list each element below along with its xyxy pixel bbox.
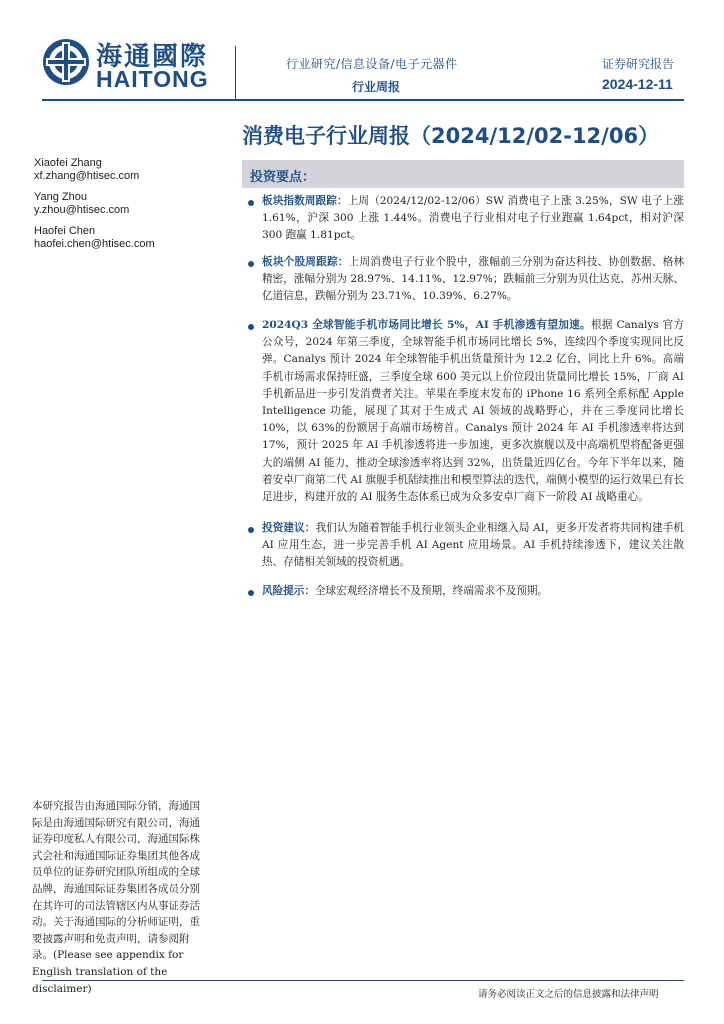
analyst-2 — [34, 191, 129, 217]
analyst-1 — [34, 157, 139, 183]
summary-item-label: 投资建议： — [262, 522, 316, 534]
summary-item-risk — [262, 583, 684, 600]
disclaimer-text: 本研究报告由海通国际分销，海通国际是由海通国际研究有限公司，海通证券印度私人有限公司，海通国际株式会社和海通国际证券集团其他各成员单位的证券研究团队所组成的全球品牌，海通国际证券集团各成员分别在其许可的司法管辖区内从事证券活动。关于海通国际的分析师证明，重要披露声明和免责声明，请参阅附录。(Please see appendix for English translation of the disclaimer) — [32, 800, 200, 995]
summary-item-advice — [262, 520, 684, 572]
bullet-icon — [248, 527, 254, 533]
bullet-icon — [248, 261, 254, 267]
logo-chinese-name: 海通國際 — [96, 42, 209, 72]
summary-item-text: 根据 Canalys 官方公众号，2024 年第三季度，全球智能手机市场同比增长 5%，连续四个季度实现同比反弹。Canalys 预计 2024 年全球智能手机出货量预计为 12.2 亿台，同比上升 6%。高端手机市场需求保持旺盛，三季度全球 600 美元以上价位段出货量同比增长 15%，厂商 AI 手机新品进一步引发消费者关注。苹果在季度末发布的 iPhone 16 系列全系标配 Apple Intelligence 功能，展现了其对于生成式 AI 领域的战略野心，并在三季度同比增长 10%，以 63%的份额居于高端市场榜首。Canalys 预计 2024 年 AI 手机渗透率将达到 17%，预计 2025 年 AI 手机渗透将进一步加速，更多次旗舰以及中高端机型将配备更强大的端侧 AI 能力，推动全球渗透率将达到 32%，出货量近四亿台。今年下半年以来，随着安卓厂商第二代 AI 旗舰手机陆续推出和模型算法的迭代，端侧小模型的运行效果已有长足进步，构建开放的 AI 服务生态体系已成为众多安卓厂商下一阶段 AI 战略重心。 — [262, 319, 684, 504]
analyst-name: Haofei Chen — [34, 225, 96, 237]
analyst-3 — [34, 225, 155, 251]
haitong-logo-icon — [42, 38, 90, 86]
summary-heading-bar — [242, 160, 684, 188]
analyst-email[interactable]: y.zhou@htisec.com — [34, 204, 130, 216]
bullet-icon — [248, 324, 254, 330]
bullet-icon — [248, 200, 254, 206]
summary-item-text: 全球宏观经济增长不及预期，终端需求不及预期。 — [314, 585, 549, 597]
footer-rule — [42, 980, 684, 981]
summary-item-text: 我们认为随着智能手机行业领头企业相继入局 AI，更多开发者将共同构建手机 AI 应用生态，进一步完善手机 AI Agent 应用场景。AI 手机持续渗透下，建议关注散热、存储相关领域的投资机遇。 — [262, 522, 685, 569]
summary-item-index — [262, 193, 684, 245]
report-category: 行业研究/信息设备/电子元器件 — [286, 57, 458, 71]
analyst-name: Yang Zhou — [34, 191, 88, 203]
analyst-name: Xiaofei Zhang — [34, 157, 102, 169]
summary-item-label: 风险提示： — [262, 585, 315, 597]
summary-item-stocks — [262, 254, 684, 306]
page-title: 消费电子行业周报（2024/12/02-12/06） — [242, 124, 660, 148]
report-type: 证券研究报告 — [602, 57, 675, 71]
header-rule — [42, 99, 684, 101]
report-date: 2024-12-11 — [602, 76, 673, 92]
report-kind: 行业周报 — [352, 80, 401, 94]
summary-item-label: 板块指数周跟踪： — [262, 195, 348, 207]
summary-item-smartphone — [262, 317, 684, 506]
logo-english-name: HAITONG — [96, 66, 209, 92]
summary-heading: 投资要点： — [250, 170, 316, 185]
summary-item-text: 上周（2024/12/02-12/06）SW 消费电子上涨 3.25%，SW 电子上涨 1.61%，沪深 300 上涨 1.44%。消费电子行业相对电子行业跑赢 1.64pct，相对沪深 300 跑赢 1.81pct。 — [262, 195, 685, 242]
summary-item-label: 2024Q3 全球智能手机市场同比增长 5%，AI 手机渗透有望加速。 — [262, 319, 591, 331]
footer-notice: 请务必阅读正文之后的信息披露和法律声明 — [478, 989, 659, 1000]
summary-item-label: 板块个股周跟踪： — [262, 256, 349, 268]
header-divider — [235, 46, 236, 100]
bullet-icon — [248, 590, 254, 596]
summary-item-text: 上周消费电子行业个股中，涨幅前三分别为奋达科技、协创数据、格林精密，涨幅分别为 28.97%、14.11%、12.97%；跌幅前三分别为贝仕达克、苏州天脉、亿道信息，跌幅分别为 23.71%、10.39%、6.27%。 — [262, 256, 685, 303]
analyst-email[interactable]: haofei.chen@htisec.com — [34, 238, 155, 250]
analyst-email[interactable]: xf.zhang@htisec.com — [34, 170, 140, 182]
